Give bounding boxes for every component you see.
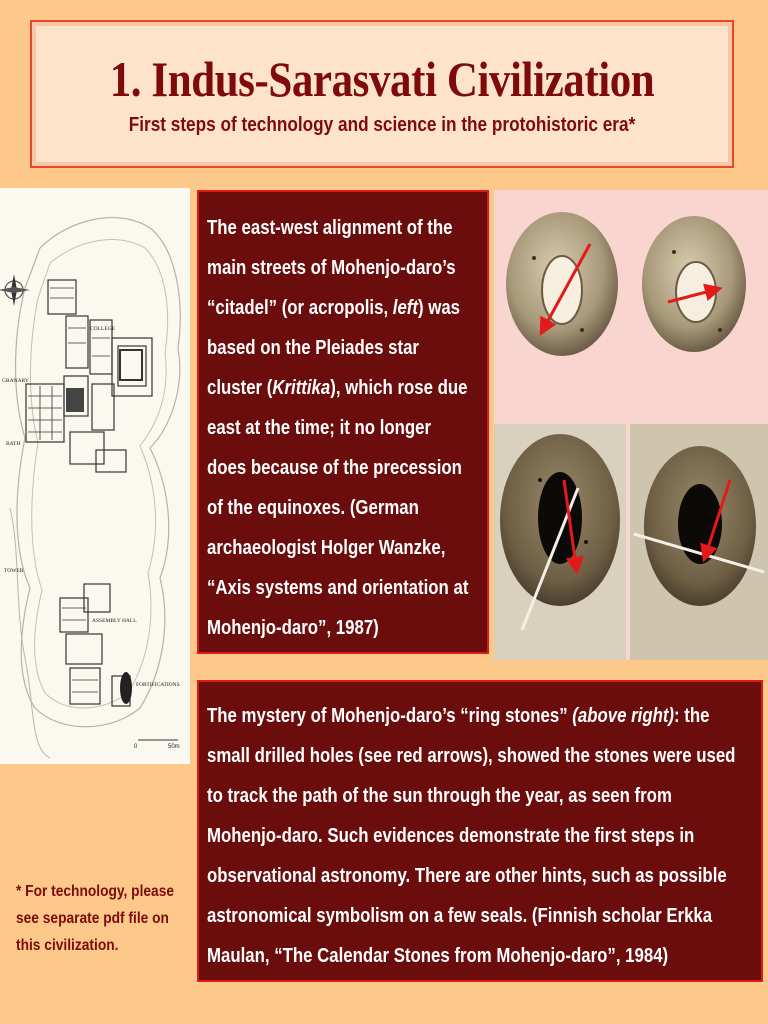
- text-segment: cluster (: [207, 377, 273, 399]
- text-line: [207, 696, 710, 736]
- italic-text: (above right): [572, 705, 675, 727]
- footnote-line: * For technology, please: [16, 883, 175, 900]
- alignment-text-box: [197, 190, 489, 654]
- map-label-assembly-hall: ASSEMBLY HALL: [92, 618, 137, 624]
- text-segment: main streets of Mohenjo-daro’s: [207, 257, 456, 279]
- text-segment: Mohenjo-daro. Such evidences demonstrate the first steps in: [207, 825, 695, 847]
- alignment-paragraph: [207, 208, 479, 648]
- text-segment: east at the time; it no longer: [207, 417, 432, 439]
- text-segment: observational astronomy. There are other hints, such as possible: [207, 865, 727, 887]
- map-label-fortifications: FORTIFICATIONS: [136, 682, 180, 688]
- map-label-tower: TOWER: [4, 568, 24, 574]
- italic-text: Krittika: [272, 377, 331, 399]
- text-line: [207, 568, 469, 608]
- text-line: [207, 776, 672, 816]
- ring-stones-text-box: [197, 680, 763, 982]
- text-line: [207, 816, 695, 856]
- compass-icon: [0, 274, 30, 306]
- text-segment: archaeologist Holger Wanzke,: [207, 537, 446, 559]
- text-line: [207, 288, 461, 328]
- text-segment: Maulan, “The Calendar Stones from Mohenjo-daro”, 1984): [207, 945, 669, 967]
- text-line: [207, 528, 446, 568]
- text-line: [207, 896, 713, 936]
- text-line: [207, 328, 435, 368]
- text-line: [207, 448, 462, 488]
- ring-stones-photo-collage: [494, 190, 768, 660]
- ring-stone-photo-4: [630, 424, 768, 660]
- text-segment: ), which rose due: [330, 377, 468, 399]
- italic-text: left: [392, 297, 418, 319]
- text-segment: based on the Pleiades star: [207, 337, 419, 359]
- text-line: [207, 608, 435, 648]
- citadel-map-drawing: [0, 188, 190, 764]
- ring-stone-photo-1: [506, 212, 618, 356]
- ring-stone-photo-2: [642, 216, 746, 352]
- footnote-line: see separate pdf file on: [16, 910, 169, 927]
- map-scale-bar: [134, 740, 180, 750]
- map-label-college: COLLEGE: [90, 326, 116, 332]
- ring-stones-paragraph: [207, 696, 753, 976]
- page-title: 1. Indus-Sarasvati Civilization: [109, 51, 655, 107]
- text-segment: Mohenjo-daro”, 1987): [207, 617, 379, 639]
- ring-stones-photos: [494, 190, 768, 660]
- text-line: [207, 936, 669, 976]
- text-segment: The east-west alignment of the: [207, 217, 453, 239]
- map-scale-end: 50m: [168, 744, 180, 750]
- text-line: [207, 368, 468, 408]
- text-line: [207, 488, 435, 528]
- citadel-map-image: [0, 188, 190, 764]
- text-segment: of the equinoxes. (German: [207, 497, 419, 519]
- text-segment: small drilled holes (see red arrows), showed the stones were used: [207, 745, 736, 767]
- page-subtitle: First steps of technology and science in the protohistoric era*: [128, 114, 636, 136]
- ring-stone-photo-3: [494, 424, 626, 660]
- text-segment: astronomical symbolism on a few seals. (Finnish scholar Erkka: [207, 905, 713, 927]
- text-line: [207, 208, 453, 248]
- map-label-bath: BATH: [6, 441, 21, 447]
- text-segment: ) was: [417, 297, 461, 319]
- map-label-granary: GRANARY: [2, 378, 29, 384]
- text-line: [207, 408, 435, 448]
- text-line: [207, 736, 736, 776]
- text-segment: to track the path of the sun through the year, as seen from: [207, 785, 672, 807]
- text-segment: “Axis systems and orientation at: [207, 577, 469, 599]
- text-segment: : the: [674, 705, 710, 727]
- footnote-line: this civilization.: [16, 937, 119, 954]
- text-segment: “citadel” (or acropolis,: [207, 297, 393, 319]
- map-scale-start: 0: [134, 744, 138, 750]
- text-line: [207, 248, 456, 288]
- text-line: [207, 856, 727, 896]
- footnote: [16, 878, 192, 959]
- text-segment: does because of the precession: [207, 457, 462, 479]
- text-segment: The mystery of Mohenjo-daro’s “ring stones”: [207, 705, 573, 727]
- title-banner: [30, 20, 734, 168]
